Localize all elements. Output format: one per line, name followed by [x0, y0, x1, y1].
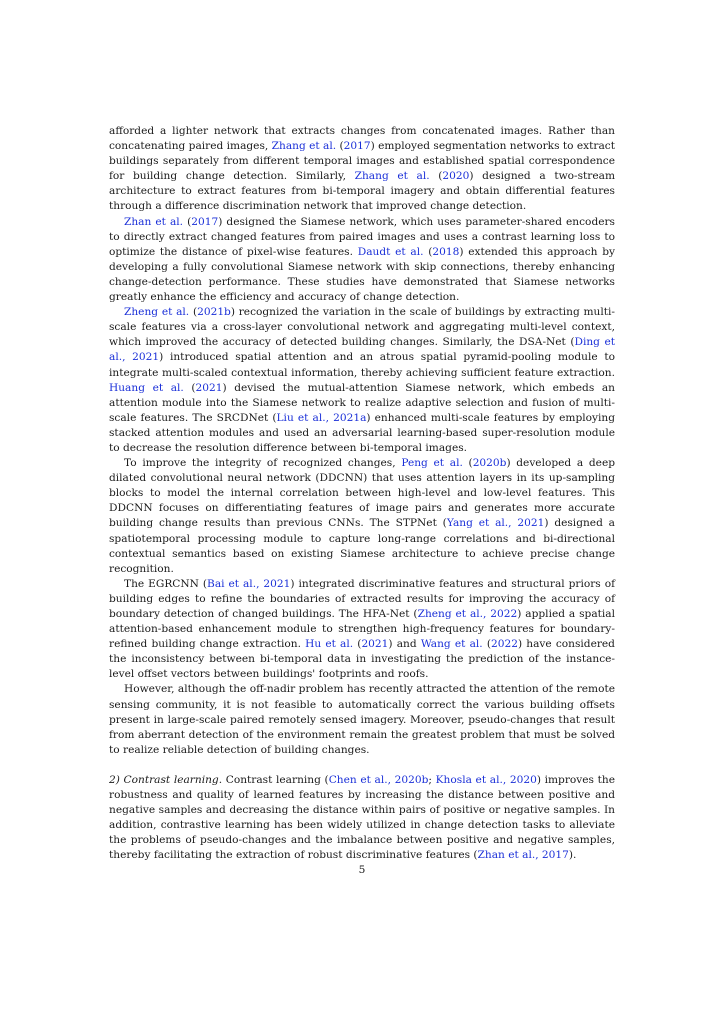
citation-link[interactable]: 2020: [442, 170, 470, 183]
citation-link[interactable]: Zheng et al., 2022: [417, 608, 518, 620]
citation-link[interactable]: 2022: [490, 638, 518, 651]
paragraph: [109, 577, 615, 683]
citation-link[interactable]: 2017: [191, 215, 219, 228]
body-text: ) have considered the inconsistency between bi-temporal data in investigating the prediction of the instance-level offset vectors between buildings' footprints and roofs.: [109, 638, 615, 681]
paragraph: [109, 682, 615, 757]
citation-link[interactable]: 2021: [361, 638, 389, 651]
paragraph: [109, 124, 615, 215]
body-text: ) developed a deep dilated convolutional neural network (DDCNN) that uses attention layers in its up-sampling blocks to model the internal correlation between high-level and low-level features. This DDCNN focuses on differentiating features of image pairs and generates more accurate building change results than previous CNNs. The STPNet (: [109, 457, 615, 530]
citation-link[interactable]: 2020b: [472, 457, 507, 470]
body-text: ).: [568, 849, 577, 862]
body-text: ) applied a spatial attention-based enhancement module to strengthen high-frequency features for boundary-refined building change extraction.: [109, 608, 615, 651]
body-text: ) and: [388, 638, 421, 651]
body-text: ) introduced spatial attention and an atrous spatial pyramid-pooling module to integrate multi-scaled contextual information, thereby achieving sufficient feature extraction.: [109, 351, 615, 379]
citation-link[interactable]: Zhang et al.: [354, 170, 430, 183]
page-body: [109, 124, 615, 864]
citation-link[interactable]: 2017: [343, 140, 371, 153]
body-text: ) designed a spatiotemporal processing module to capture long-range correlations and bi-directional contextual semantics based on existing Siamese architecture to achieve precise change recognition.: [109, 517, 615, 575]
body-text: ;: [428, 773, 436, 786]
citation-link[interactable]: Khosla et al., 2020: [435, 773, 537, 786]
citation-link[interactable]: Chen et al., 2020b: [328, 773, 429, 786]
body-text: To improve the integrity of recognized changes,: [124, 457, 402, 470]
citation-link[interactable]: Wang et al.: [420, 638, 483, 651]
citation-link[interactable]: Yang et al., 2021: [446, 517, 545, 530]
body-text: (: [189, 306, 198, 319]
citation-link[interactable]: 2018: [432, 245, 460, 258]
body-text: Contrast learning (: [222, 773, 329, 786]
body-text: ) designed the Siamese network, which uses parameter-shared encoders to directly extract changed features from paired images and uses a contrast learning loss to optimize the distance of pixel-wise features.: [109, 215, 615, 258]
body-text: (: [482, 638, 491, 651]
body-text: (: [423, 245, 433, 258]
body-text: ) devised the mutual-attention Siamese network, which embeds an attention module into the Siamese network to realize adaptive selection and fusion of multi-scale features. The SRCDNet (: [109, 381, 615, 424]
citation-link[interactable]: Zheng et al.: [124, 306, 190, 319]
paragraph: [109, 215, 615, 306]
body-text: ) extended this approach by developing a fully convolutional Siamese network with skip connections, thereby enhancing change-detection performance. These studies have demonstrated that Siamese networks greatly enhance the efficiency and accuracy of change detection.: [109, 245, 615, 304]
body-text: ) recognized the variation in the scale of buildings by extracting multi-scale features via a cross-layer convolutional network and aggregating multi-level context, which improved the accuracy of detected building changes. Similarly, the DSA-Net (: [109, 306, 615, 349]
citation-link[interactable]: Liu et al., 2021a: [276, 411, 367, 424]
body-text: ) designed a two-stream architecture to extract features from bi-temporal imagery and obtain differential features through a difference discrimination network that improved change detection.: [109, 170, 615, 213]
citation-link[interactable]: 2021b: [197, 306, 231, 319]
body-text: (: [336, 140, 344, 153]
body-text: (: [353, 638, 362, 651]
citation-link[interactable]: Hu et al.: [305, 638, 354, 651]
body-text: (: [462, 457, 473, 470]
paragraph-contrast-learning: [109, 773, 615, 864]
body-text: (: [183, 215, 192, 228]
citation-link[interactable]: 2021: [195, 381, 223, 394]
body-text: ) improves the robustness and quality of learned features by increasing the distance between positive and negative samples and decreasing the distance within pairs of positive or negative samples. In addition, contrastive learning has been widely utilized in change detection tasks to alleviate the problems of pseudo-changes and the imbalance between positive and negative samples, thereby facilitating the extraction of robust discriminative features (: [109, 773, 615, 862]
citation-link[interactable]: Zhang et al.: [271, 140, 337, 153]
citation-link[interactable]: Daudt et al.: [357, 245, 424, 258]
citation-link[interactable]: Peng et al.: [401, 457, 463, 470]
citation-link[interactable]: Ding et al., 2021: [109, 336, 615, 364]
citation-link[interactable]: Huang et al.: [109, 381, 184, 394]
body-text: afforded a lighter network that extracts changes from concatenated images. Rather than concatenating paired images,: [109, 125, 615, 153]
citation-link[interactable]: Zhan et al., 2017: [477, 849, 569, 862]
body-text: ) integrated discriminative features and structural priors of building edges to refine the boundaries of extracted results for improving the accuracy of boundary detection of changed buildings. The HFA-Net (: [109, 577, 615, 620]
paragraph: [109, 305, 615, 456]
citation-link[interactable]: Bai et al., 2021: [207, 577, 291, 590]
body-text: ) employed segmentation networks to extract buildings separately from different temporal images and established spatial correspondence for building change detection. Similarly,: [109, 140, 615, 183]
body-text: ) enhanced multi-scale features by employing stacked attention modules and used an adversarial learning-based super-resolution module to decrease the resolution difference between bi-temporal images.: [109, 411, 615, 454]
body-text: (: [183, 381, 196, 394]
body-text: The EGRCNN (: [124, 577, 208, 590]
body-text: However, although the off-nadir problem has recently attracted the attention of the remote sensing community, it is not feasible to automatically correct the various building offsets present in large-scale paired remotely sensed imagery. Moreover, pseudo-changes that result from aberrant detection of the environment remain the greatest problem that must be solved to realize reliable detection of building changes.: [109, 683, 615, 756]
citation-link[interactable]: Zhan et al.: [124, 215, 184, 228]
body-text: (: [429, 170, 443, 183]
section-runin-heading: 2) Contrast learning.: [109, 773, 223, 786]
page-number: 5: [358, 864, 366, 876]
paragraph: [109, 456, 615, 577]
